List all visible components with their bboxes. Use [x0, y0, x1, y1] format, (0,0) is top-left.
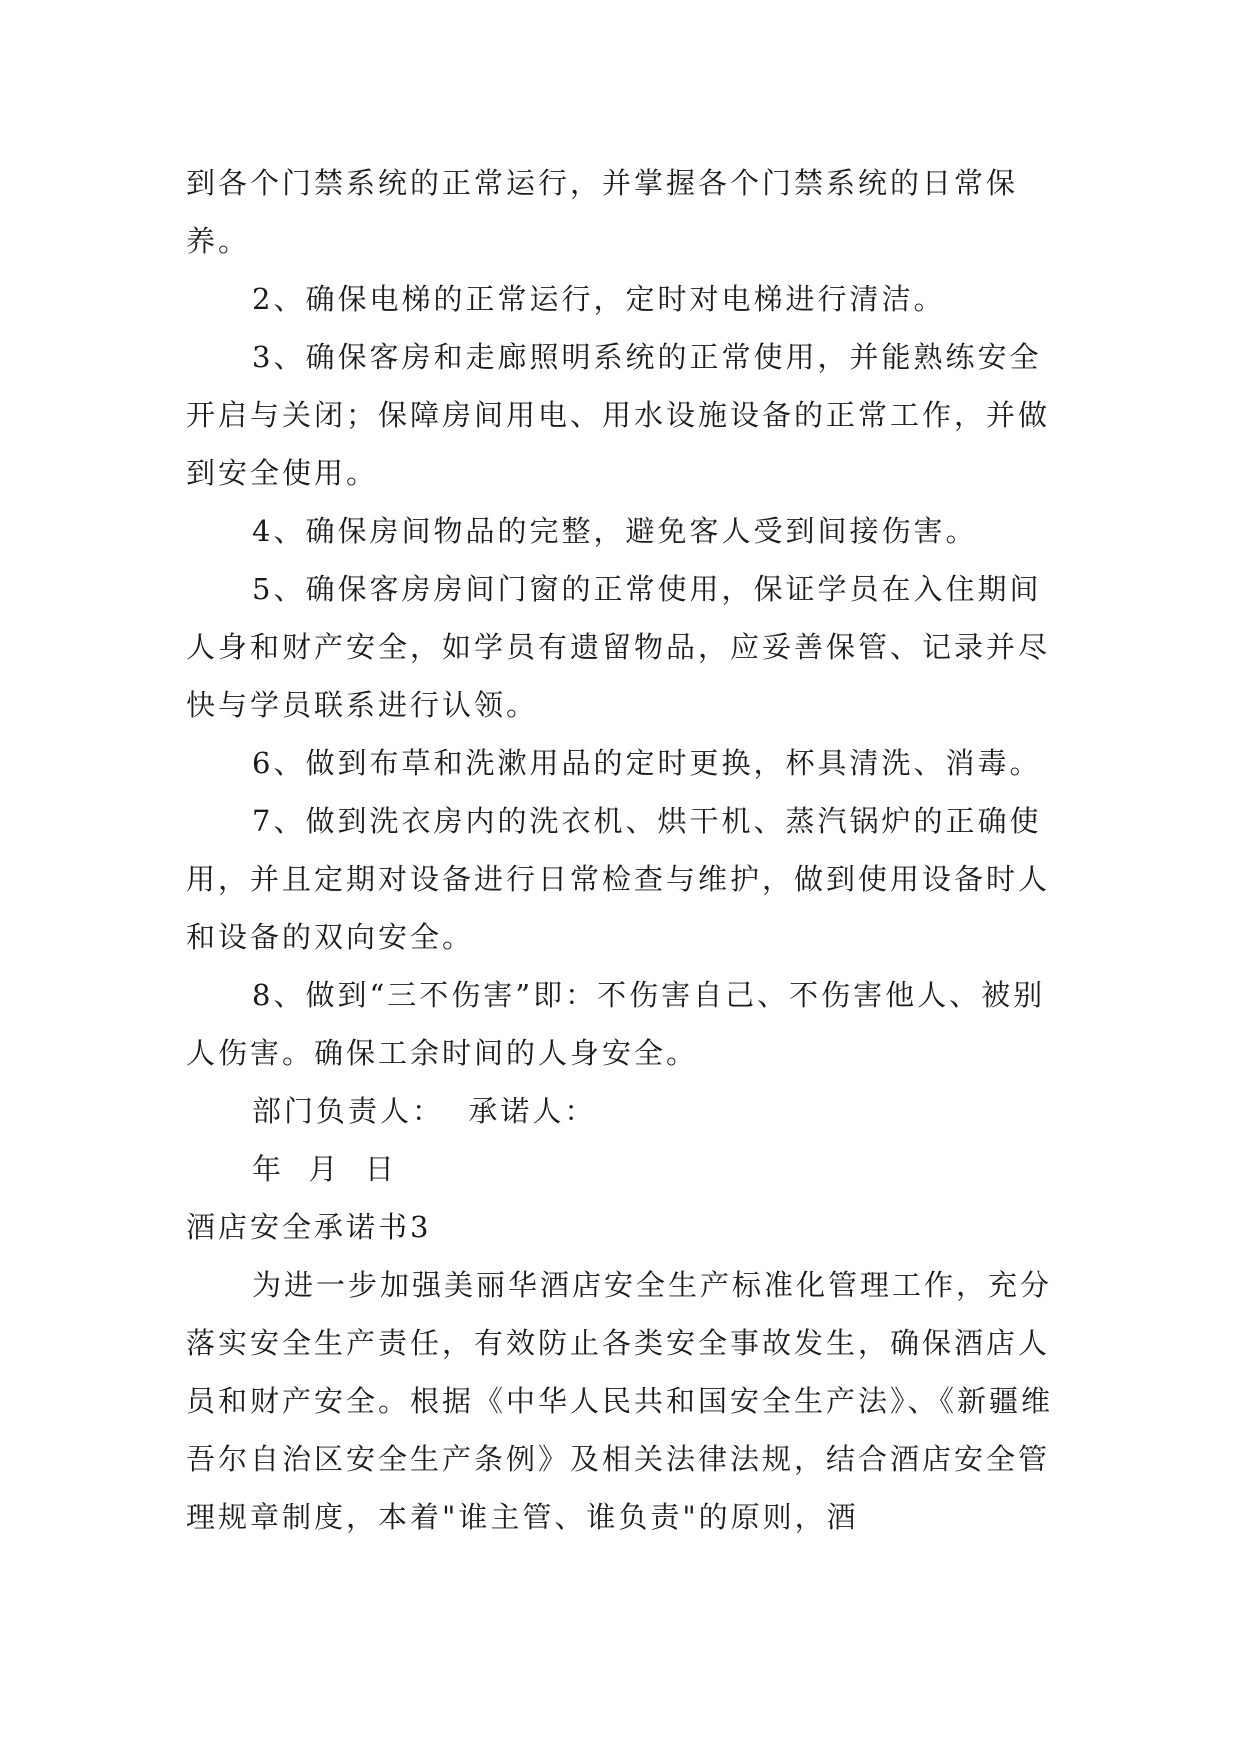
paragraph-item-7-laundry: 7、做到洗衣房内的洗衣机、烘干机、蒸汽锅炉的正确使用，并且定期对设备进行日常检查与维护，做到使用设备时人和设备的双向安全。: [186, 804, 1051, 954]
paragraph-item-6-linen: 6、做到布草和洗漱用品的定时更换，杯具清洗、消毒。: [252, 746, 1042, 780]
document-body: [186, 154, 1056, 1546]
paragraph-item-3-lighting: 3、确保客房和走廊照明系统的正常使用，并能熟练安全开启与关闭；保障房间用电、用水设施设备的正常工作，并做到安全使用。: [186, 340, 1051, 490]
section-title: 酒店安全承诺书3: [186, 1210, 432, 1244]
paragraph-item-8-three-no-harm: 8、做到“三不伤害”即：不伤害自己、不伤害他人、被别人伤害。确保工余时间的人身安全。: [186, 978, 1046, 1070]
paragraph-access-control-continued: 到各个门禁系统的正常运行，并掌握各个门禁系统的日常保养。: [186, 166, 1019, 258]
date-line: 年 月 日: [252, 1152, 397, 1186]
paragraph-item-2-elevator: 2、确保电梯的正常运行，定时对电梯进行清洁。: [252, 282, 946, 316]
signature-line: 部门负责人： 承诺人：: [252, 1094, 597, 1128]
paragraph-item-5-doors-windows: 5、确保客房房间门窗的正常使用，保证学员在入住期间人身和财产安全，如学员有遗留物品，应妥善保管、记录并尽快与学员联系进行认领。: [186, 572, 1051, 722]
paragraph-intro-section-3: 为进一步加强美丽华酒店安全生产标准化管理工作，充分落实安全生产责任，有效防止各类安全事故发生，确保酒店人员和财产安全。根据《中华人民共和国安全生产法》、《新疆维吾尔自治区安全生产条例》及相关法律法规，结合酒店安全管理规章制度，本着"谁主管、谁负责"的原则，酒: [186, 1268, 1054, 1534]
paragraph-item-4-room-items: 4、确保房间物品的完整，避免客人受到间接伤害。: [252, 514, 978, 548]
